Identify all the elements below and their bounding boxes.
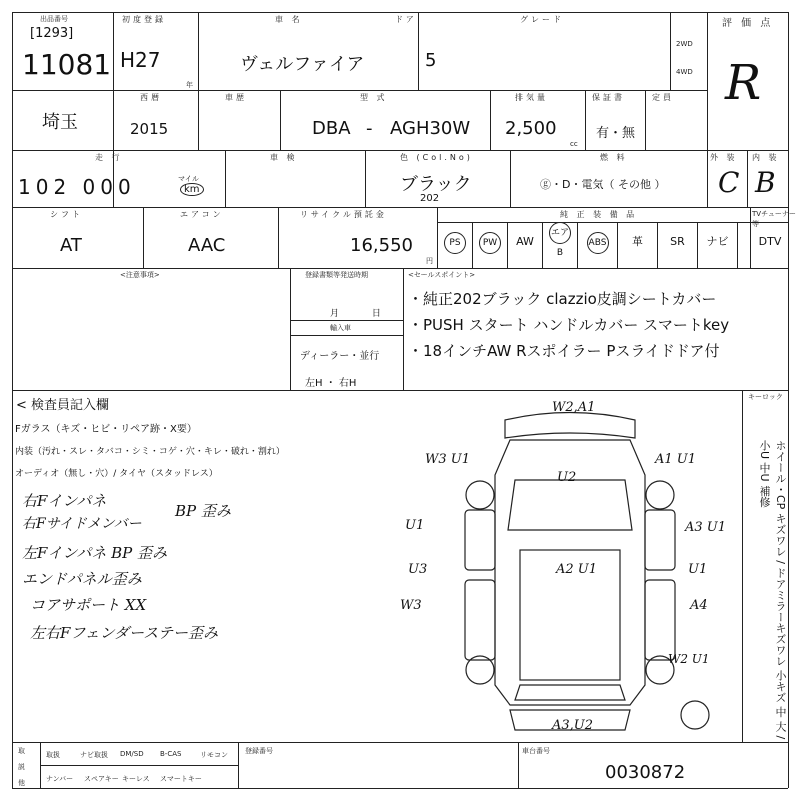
mileage-header: 走 行	[95, 153, 123, 162]
warranty-header: 保証書	[592, 93, 625, 102]
model-dash: -	[366, 118, 373, 139]
chassis-label: 車台番号	[522, 747, 550, 755]
inspection-header: 車 検	[270, 153, 298, 162]
col-line	[290, 268, 291, 390]
windshield	[508, 480, 632, 530]
hw-note-5: コアサポート XX	[30, 596, 147, 614]
keylock-header: キーロック	[748, 393, 783, 401]
reg-no-label: 登録番号	[245, 747, 273, 755]
score-value: R	[725, 55, 762, 111]
mark-roof: A2 U1	[556, 562, 598, 577]
warranty: 有・無	[596, 126, 636, 141]
mileage: 102 000	[18, 175, 136, 199]
mark-hood: U2	[557, 470, 577, 485]
col-line	[278, 207, 279, 268]
dealer-hand: 左H ・ 右H	[305, 378, 357, 389]
col-line	[472, 222, 473, 268]
year-header: 西暦	[140, 93, 162, 102]
equipment-item	[580, 222, 615, 262]
capacity-header: 定員	[652, 93, 674, 102]
dealer-date: 月 日	[330, 309, 381, 319]
wheel-lf	[466, 481, 494, 509]
col-line	[365, 150, 366, 207]
row-line	[12, 742, 788, 743]
col-line	[585, 90, 586, 150]
row-line	[12, 390, 788, 391]
notes-header: <注意事項>	[120, 271, 160, 279]
mark-rrear: U1	[688, 562, 708, 577]
car-name-header: 車 名	[275, 15, 303, 24]
mark-ldoor: U1	[405, 518, 425, 533]
row-line	[12, 207, 788, 208]
mark-rrfender: W2 U1	[668, 652, 710, 666]
col-line	[707, 12, 708, 207]
model-code: AGH30W	[390, 118, 471, 139]
col-line	[225, 150, 226, 207]
right-front-door	[645, 510, 675, 570]
row-line	[12, 268, 788, 269]
year-value: 2015	[130, 120, 169, 138]
hw-note-4: エンドパネル歪み	[22, 570, 142, 588]
inspector-line-1: Fガラス（キズ・ヒビ・リペア跡・X要）	[15, 424, 197, 435]
mark-lrear: U3	[408, 562, 428, 577]
vertical-legend: ホイール・CP キズワレ / ドアミラーキズワレ 小キズ 中 大 / 小U 中U 補修	[758, 440, 787, 740]
exterior-header: 外 装	[710, 153, 738, 162]
car-name: ヴェルファイア	[240, 54, 365, 75]
inspector-header: < 検査員記入欄	[16, 398, 110, 413]
displacement-unit: cc	[570, 140, 578, 148]
exterior: C	[718, 166, 740, 199]
recycle: 16,550	[350, 235, 413, 256]
equipment-item	[620, 222, 655, 262]
displacement-header: 排気量	[515, 93, 548, 102]
mark-lquarter: W3	[400, 598, 422, 613]
col-line	[657, 222, 658, 268]
equipment-item	[752, 222, 788, 262]
col-line	[542, 222, 543, 268]
col-line	[507, 222, 508, 268]
col-line	[490, 90, 491, 150]
footer-label-4: B-CAS	[160, 750, 182, 758]
mark-lf: W3 U1	[425, 452, 470, 467]
grade-header: グレード	[520, 15, 564, 24]
footer-side2: 説	[18, 763, 25, 771]
footer-label-7: スペアキー	[84, 775, 119, 783]
footer-label-5: リモコン	[200, 751, 228, 759]
equipment-item	[475, 222, 505, 262]
displacement: 2,500	[505, 118, 557, 139]
shift: AT	[60, 235, 82, 256]
footer-label-6: ナンバー	[46, 775, 74, 783]
mileage-unit: km	[180, 183, 204, 196]
sales-header: <セールスポイント>	[408, 271, 476, 279]
footer-label-9: スマートキー	[160, 775, 202, 783]
sales-point-2: ・PUSH スタート ハンドルカバー スマートkey	[408, 316, 730, 334]
equipment-item	[510, 222, 540, 262]
rear-window	[515, 685, 625, 700]
sales-point-3: ・18インチAW Rスポイラー Pスライドドア付	[408, 342, 720, 360]
footer-label-8: キーレス	[122, 775, 150, 783]
col-line	[143, 207, 144, 268]
equipment-label: PW	[479, 232, 501, 254]
history-header: 車歴	[225, 93, 247, 102]
equipment-header: 純 正 装 備 品	[560, 210, 638, 219]
footer-label-3: DM/SD	[120, 750, 144, 758]
col-line	[747, 150, 748, 207]
footer-label-2: ナビ取扱	[80, 751, 108, 759]
footer-side3: 他	[18, 779, 25, 787]
interior: B	[755, 166, 776, 199]
dealer-type: ディーラー・並行	[300, 351, 380, 362]
mileage-mile: マイル	[178, 175, 199, 183]
footer-label-1: 取扱	[46, 751, 60, 759]
chassis-value: 0030872	[605, 762, 686, 783]
aircon-header: エアコン	[180, 210, 224, 219]
dealer-box-header: 登録書類等発送時期	[305, 271, 368, 279]
col-line	[577, 222, 578, 268]
sales-point-1: ・純正202ブラック clazzio皮調シートカバー	[408, 290, 717, 308]
import-header: 輸入車	[330, 324, 351, 332]
equipment-item	[545, 222, 575, 262]
right-rear-door	[645, 580, 675, 660]
row-line	[290, 335, 403, 336]
border-right	[788, 12, 789, 788]
equipment-label: ABS	[587, 232, 609, 254]
tv-header: TVチューナー等	[752, 210, 796, 228]
fuel: ⓖ・D・電気（ その他 ）	[540, 178, 666, 191]
color-header: 色 (Col.No)	[400, 153, 473, 162]
col-line	[518, 742, 519, 788]
col-line	[670, 12, 671, 90]
model-header: 型 式	[360, 93, 388, 102]
drive-2wd: 2WD	[676, 40, 693, 48]
color-code: 202	[420, 193, 440, 204]
year-suffix: 年	[186, 81, 193, 89]
equipment-item	[660, 222, 695, 262]
mark-front: W2,A1	[552, 400, 596, 415]
border-bottom	[12, 788, 788, 789]
equipment-label: ナビ	[706, 235, 729, 248]
spare-tire	[681, 701, 709, 729]
left-front-door	[465, 510, 495, 570]
lot-header: 出品番号	[40, 15, 68, 23]
mark-rdoor: A3 U1	[685, 520, 727, 535]
col-line	[510, 150, 511, 207]
wheel-rf	[646, 481, 674, 509]
inspector-line-2: 内装（汚れ・スレ・タバコ・シミ・コゲ・穴・キレ・破れ・割れ）	[15, 447, 285, 457]
equipment-label: DTV	[758, 235, 782, 248]
col-line	[418, 12, 419, 90]
equipment-item	[700, 222, 735, 262]
inspector-line-3: オーディオ（無し・穴）/ タイヤ（スタッドレス）	[15, 469, 218, 479]
hw-note-1: 右Fインパネ	[22, 492, 107, 510]
col-line	[697, 222, 698, 268]
equipment-label: エアB	[549, 222, 571, 244]
location: 埼玉	[42, 112, 78, 133]
reg-header: 初度登録	[122, 15, 166, 24]
mark-rquarter: A4	[690, 598, 708, 613]
equipment-item	[440, 222, 470, 262]
row-line	[12, 150, 788, 151]
drive-4wd: 4WD	[676, 68, 693, 76]
equipment-label: 革	[632, 235, 643, 248]
shift-header: シフト	[50, 210, 83, 219]
model-prefix: DBA	[312, 118, 351, 139]
col-line	[645, 90, 646, 150]
fuel-header: 燃 料	[600, 153, 628, 162]
col-line	[742, 390, 743, 742]
recycle-header: リサイクル預託金	[300, 210, 387, 219]
col-line	[403, 268, 404, 390]
bp-note: BP 歪み	[175, 502, 231, 520]
aircon: AAC	[188, 235, 226, 256]
row-line	[12, 90, 707, 91]
left-rear-door	[465, 580, 495, 660]
reg-era-year: H27	[120, 48, 161, 72]
doors: 5	[425, 50, 437, 71]
lot-number: 11081	[22, 48, 112, 81]
col-line	[238, 742, 239, 788]
mark-rf: A1 U1	[655, 452, 697, 467]
color-name: ブラック	[400, 174, 472, 195]
score-label: 評 価 点	[722, 18, 774, 29]
equipment-label: AW	[516, 235, 534, 248]
interior-header: 内 装	[752, 153, 780, 162]
doors-header: ドア	[395, 15, 417, 24]
col-line	[737, 222, 738, 268]
mark-rear: A3,U2	[552, 718, 594, 733]
col-line	[280, 90, 281, 150]
lot-prefix: [1293]	[30, 26, 74, 41]
equipment-label: PS	[444, 232, 466, 254]
hw-note-2: 右Fサイドメンバー	[22, 516, 142, 532]
col-line	[750, 207, 751, 268]
col-line	[198, 12, 199, 150]
col-line	[437, 207, 438, 268]
row-line	[290, 320, 403, 321]
row-line	[40, 765, 238, 766]
border-left	[12, 12, 13, 788]
hw-note-6: 左右Fフェンダーステー歪み	[30, 624, 219, 642]
col-line	[617, 222, 618, 268]
border-top	[12, 12, 788, 13]
recycle-unit: 円	[426, 257, 433, 265]
hw-note-3: 左Fインパネ BP 歪み	[22, 544, 168, 562]
front-bumper-shape	[505, 413, 635, 439]
footer-side1: 取	[18, 747, 25, 755]
equipment-label: SR	[670, 235, 685, 248]
